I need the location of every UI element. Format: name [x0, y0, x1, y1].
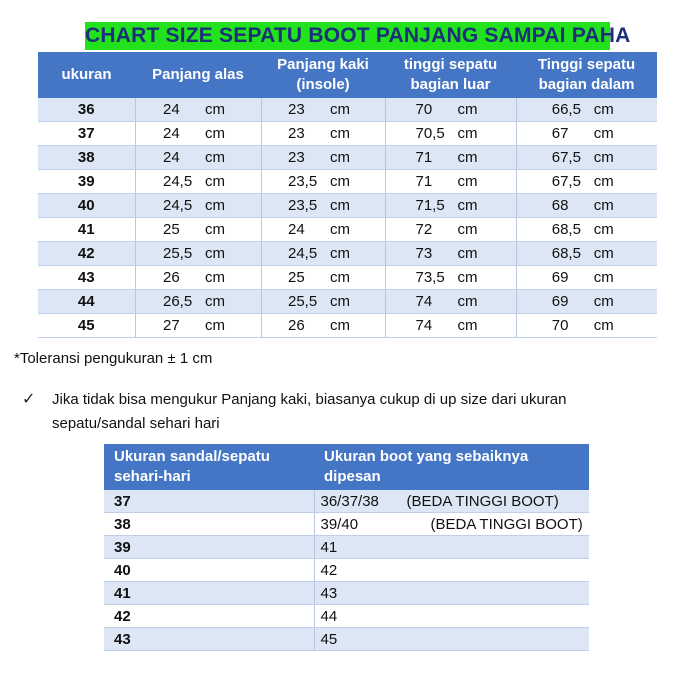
measure-cell	[385, 290, 516, 314]
measure-unit: cm	[330, 101, 350, 118]
measure-cell	[385, 242, 516, 266]
measure-value: 24	[288, 221, 305, 238]
table-row	[38, 170, 657, 194]
measure-unit: cm	[330, 269, 350, 286]
boot-size-value: 43	[320, 584, 338, 602]
measure-cell	[261, 194, 385, 218]
measure-unit: cm	[457, 245, 478, 262]
measure-cell	[135, 194, 261, 218]
measure-value: 24,5	[163, 197, 193, 214]
measure-value: 69	[551, 269, 569, 286]
boot-size-cell	[314, 559, 589, 582]
tolerance-note: *Toleransi pengukuran ± 1 cm	[14, 350, 213, 367]
measure-cell	[261, 122, 385, 146]
measure-cell	[135, 170, 261, 194]
measure-cell	[135, 218, 261, 242]
measure-cell	[385, 122, 516, 146]
measure-value: 67,5	[551, 149, 581, 166]
measure-value: 70,5	[415, 125, 445, 142]
measure-unit: cm	[457, 173, 478, 190]
table-row	[38, 146, 657, 170]
measure-cell	[385, 170, 516, 194]
size-cell: 41	[38, 218, 135, 242]
measure-value: 66,5	[551, 101, 581, 118]
boot-size-value: 39/40	[320, 515, 359, 533]
measure-unit: cm	[330, 245, 350, 262]
table-row	[104, 559, 589, 582]
measure-unit: cm	[593, 245, 614, 262]
measure-unit: cm	[457, 269, 478, 286]
measure-unit: cm	[205, 173, 225, 190]
boot-size-cell	[314, 536, 589, 559]
measure-cell	[385, 218, 516, 242]
measure-value: 25,5	[163, 245, 193, 262]
boot-size-note: (BEDA TINGGI BOOT)	[430, 515, 583, 533]
header-ukuran-boot: Ukuran boot yang sebaiknya dipesan	[314, 444, 589, 490]
size-cell: 43	[38, 266, 135, 290]
size-cell: 37	[38, 122, 135, 146]
upsize-header-row	[104, 444, 589, 490]
boot-size-cell	[314, 513, 589, 536]
measure-value: 23	[288, 101, 305, 118]
measure-unit: cm	[205, 245, 225, 262]
measure-cell	[261, 290, 385, 314]
measure-cell	[516, 314, 657, 338]
measure-value: 67	[551, 125, 569, 142]
size-cell: 39	[38, 170, 135, 194]
measure-value: 27	[163, 317, 180, 334]
measure-cell	[516, 122, 657, 146]
measure-value: 71	[415, 173, 433, 190]
measure-cell	[385, 98, 516, 122]
measure-unit: cm	[330, 317, 350, 334]
measure-value: 70	[551, 317, 569, 334]
measure-cell	[135, 146, 261, 170]
measure-unit: cm	[457, 149, 478, 166]
measure-unit: cm	[205, 317, 225, 334]
tip-text: Jika tidak bisa mengukur Panjang kaki, biasanya cukup di up size dari ukuran sepatu/sandal sehari hari	[52, 391, 567, 432]
boot-size-value: 41	[320, 538, 338, 556]
boot-size-cell	[314, 605, 589, 628]
measure-unit: cm	[457, 101, 478, 118]
table-row	[38, 122, 657, 146]
measure-value: 24,5	[163, 173, 193, 190]
measure-value: 25,5	[288, 293, 318, 310]
measure-cell	[261, 146, 385, 170]
measure-unit: cm	[330, 125, 350, 142]
measure-cell	[135, 266, 261, 290]
size-cell: 45	[38, 314, 135, 338]
measure-value: 70	[415, 101, 433, 118]
size-cell: 38	[38, 146, 135, 170]
table-row	[38, 98, 657, 122]
table-row	[38, 266, 657, 290]
measure-value: 67,5	[551, 173, 581, 190]
measure-unit: cm	[593, 173, 614, 190]
boot-size-value: 42	[320, 561, 338, 579]
measure-value: 74	[415, 317, 433, 334]
measure-value: 26,5	[163, 293, 193, 310]
header-panjang-alas: Panjang alas	[135, 52, 261, 98]
measure-unit: cm	[593, 317, 614, 334]
page-title: CHART SIZE SEPATU BOOT PANJANG SAMPAI PAHA	[85, 22, 610, 50]
measure-value: 24,5	[288, 245, 318, 262]
boot-size-cell	[314, 628, 589, 651]
measure-value: 74	[415, 293, 433, 310]
daily-size-cell: 42	[104, 605, 314, 628]
measure-value: 24	[163, 149, 180, 166]
size-cell: 36	[38, 98, 135, 122]
measure-cell	[261, 242, 385, 266]
size-cell: 42	[38, 242, 135, 266]
measure-value: 72	[415, 221, 433, 238]
measure-unit: cm	[330, 293, 350, 310]
table-row	[38, 242, 657, 266]
measure-cell	[516, 218, 657, 242]
measure-unit: cm	[457, 197, 478, 214]
measure-unit: cm	[205, 293, 225, 310]
boot-size-note: (BEDA TINGGI BOOT)	[406, 492, 559, 510]
measure-unit: cm	[205, 221, 225, 238]
header-ukuran: ukuran	[38, 52, 135, 98]
measure-unit: cm	[205, 197, 225, 214]
measure-unit: cm	[457, 317, 478, 334]
table-row	[104, 513, 589, 536]
measure-cell	[261, 98, 385, 122]
size-cell: 44	[38, 290, 135, 314]
daily-size-cell: 39	[104, 536, 314, 559]
measure-unit: cm	[593, 101, 614, 118]
measure-cell	[135, 242, 261, 266]
table-row	[104, 628, 589, 651]
boot-size-value: 45	[320, 630, 338, 648]
measure-value: 68,5	[551, 245, 581, 262]
measure-unit: cm	[205, 269, 225, 286]
measure-unit: cm	[457, 125, 478, 142]
table-row	[38, 290, 657, 314]
measure-value: 71	[415, 149, 433, 166]
header-tinggi-dalam: Tinggi sepatu bagian dalam	[516, 52, 657, 98]
measure-value: 26	[163, 269, 180, 286]
measure-cell	[261, 218, 385, 242]
measure-value: 24	[163, 101, 180, 118]
measure-unit: cm	[205, 125, 225, 142]
measure-cell	[516, 194, 657, 218]
measure-cell	[516, 266, 657, 290]
header-panjang-kaki: Panjang kaki (insole)	[261, 52, 385, 98]
daily-size-cell: 40	[104, 559, 314, 582]
table-row	[104, 536, 589, 559]
daily-size-cell: 41	[104, 582, 314, 605]
daily-size-cell: 43	[104, 628, 314, 651]
measure-cell	[516, 170, 657, 194]
measure-value: 24	[163, 125, 180, 142]
measure-cell	[135, 314, 261, 338]
measure-value: 25	[288, 269, 305, 286]
measure-unit: cm	[593, 221, 614, 238]
size-chart-header-row	[38, 52, 657, 98]
measure-cell	[135, 290, 261, 314]
measure-cell	[516, 242, 657, 266]
measure-value: 69	[551, 293, 569, 310]
measure-value: 73,5	[415, 269, 445, 286]
measure-value: 68	[551, 197, 569, 214]
measure-unit: cm	[593, 149, 614, 166]
measure-value: 23	[288, 125, 305, 142]
size-cell: 40	[38, 194, 135, 218]
header-tinggi-luar: tinggi sepatu bagian luar	[385, 52, 516, 98]
table-row	[38, 194, 657, 218]
boot-size-cell	[314, 490, 589, 513]
measure-unit: cm	[205, 101, 225, 118]
measure-cell	[261, 266, 385, 290]
table-row	[104, 582, 589, 605]
measure-cell	[135, 98, 261, 122]
measure-value: 71,5	[415, 197, 445, 214]
measure-value: 23	[288, 149, 305, 166]
measure-unit: cm	[593, 269, 614, 286]
header-ukuran-sehari-hari: Ukuran sandal/sepatu sehari-hari	[104, 444, 314, 490]
measure-cell	[135, 122, 261, 146]
measure-unit: cm	[457, 221, 478, 238]
measure-cell	[385, 314, 516, 338]
measure-unit: cm	[330, 221, 350, 238]
boot-size-cell	[314, 582, 589, 605]
measure-unit: cm	[330, 149, 350, 166]
measure-cell	[385, 146, 516, 170]
tip-row	[22, 388, 662, 436]
table-row	[38, 314, 657, 338]
boot-size-value: 36/37/38	[320, 492, 379, 510]
measure-unit: cm	[593, 293, 614, 310]
measure-cell	[516, 98, 657, 122]
measure-value: 23,5	[288, 197, 318, 214]
measure-unit: cm	[457, 293, 478, 310]
measure-cell	[385, 194, 516, 218]
check-icon: ✓	[22, 391, 36, 408]
measure-cell	[516, 290, 657, 314]
measure-cell	[261, 314, 385, 338]
measure-value: 25	[163, 221, 180, 238]
size-chart-table	[38, 52, 657, 338]
measure-cell	[516, 146, 657, 170]
table-row	[104, 490, 589, 513]
daily-size-cell: 37	[104, 490, 314, 513]
daily-size-cell: 38	[104, 513, 314, 536]
measure-unit: cm	[593, 197, 614, 214]
measure-cell	[261, 170, 385, 194]
table-row	[38, 218, 657, 242]
measure-value: 26	[288, 317, 305, 334]
table-row	[104, 605, 589, 628]
measure-cell	[385, 266, 516, 290]
measure-value: 73	[415, 245, 433, 262]
measure-value: 23,5	[288, 173, 318, 190]
measure-unit: cm	[330, 197, 350, 214]
boot-size-value: 44	[320, 607, 338, 625]
measure-unit: cm	[593, 125, 614, 142]
measure-unit: cm	[205, 149, 225, 166]
upsize-table	[104, 444, 589, 651]
measure-value: 68,5	[551, 221, 581, 238]
measure-unit: cm	[330, 173, 350, 190]
